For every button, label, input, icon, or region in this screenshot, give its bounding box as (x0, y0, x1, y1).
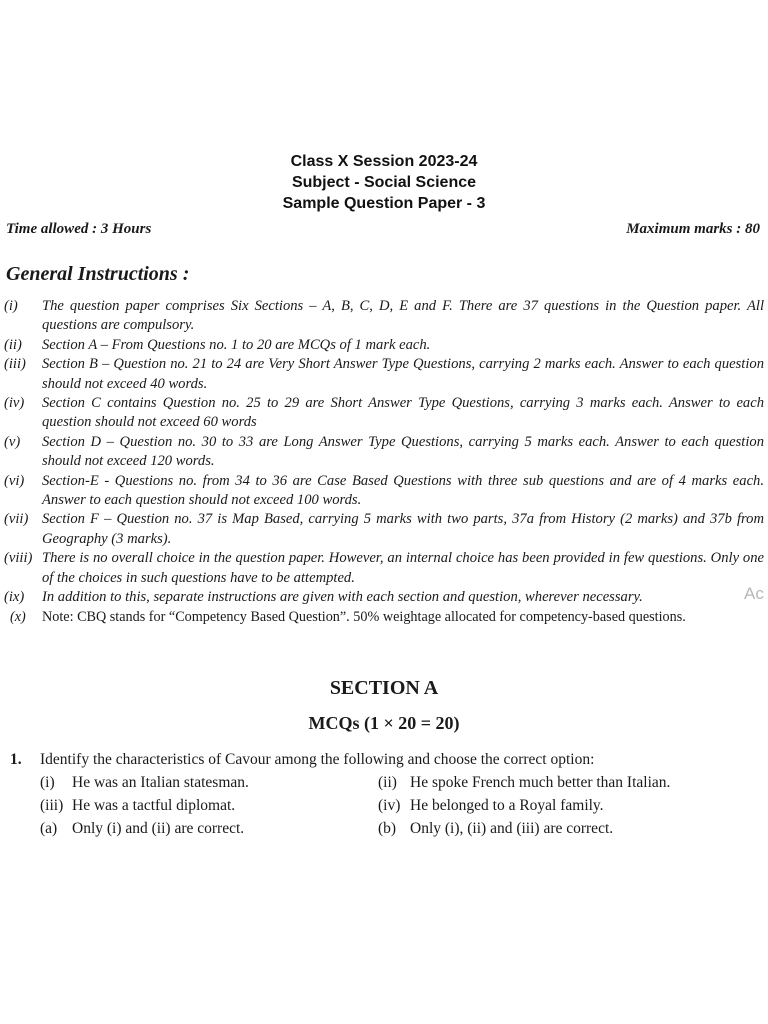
statement-text: He belonged to a Royal family. (410, 797, 604, 814)
instruction-text: Section C contains Question no. 25 to 29 are Short Answer Type Questions, carrying 3 marks each. Answer to each question should not exceed 60 words (42, 395, 764, 431)
question-number: 1. (10, 751, 22, 768)
instruction-text: Section-E - Questions no. from 34 to 36 are Case Based Questions with three sub questions and are of 4 marks each. Answer to each question should not exceed 100 words. (42, 472, 764, 509)
question-text: Identify the characteristics of Cavour among the following and choose the correct option: (40, 751, 595, 768)
section-a-subtitle: MCQs (1 × 20 = 20) (308, 713, 460, 733)
instruction-text: In addition to this, separate instructions are given with each section and question, wherever necessary. (42, 589, 643, 606)
instruction-item (4, 433, 764, 472)
statement-text: He was an Italian statesman. (72, 774, 249, 791)
instructions-list (4, 297, 764, 627)
option-text: Only (i), (ii) and (iii) are correct. (410, 820, 614, 837)
instruction-number: (i) (4, 298, 18, 314)
statement-item (40, 771, 378, 794)
instruction-number: (v) (4, 433, 21, 450)
section-a-title: SECTION A (329, 677, 439, 699)
instruction-number: (vii) (4, 511, 29, 528)
question-1 (10, 748, 760, 840)
instruction-item (4, 336, 764, 355)
instruction-item (4, 394, 764, 433)
time-allowed: Time allowed : 3 Hours (6, 221, 152, 237)
instruction-number: (iv) (4, 395, 25, 412)
question-stem (10, 748, 760, 771)
statement-label: (iii) (40, 797, 64, 814)
instruction-item (4, 588, 764, 607)
statement-label: (i) (40, 774, 55, 791)
statement-item (40, 794, 378, 817)
instruction-item-note (4, 608, 764, 627)
watermark-text: Ac (744, 584, 764, 603)
instruction-item (4, 355, 764, 394)
paper-header (0, 151, 768, 214)
question-statements (40, 771, 760, 840)
instruction-number: (x) (10, 608, 26, 625)
instruction-text: Section F – Question no. 37 is Map Based, carrying 5 marks with two parts, 37a from History (2 marks) and 37b from Geography (3 marks). (42, 511, 764, 547)
paper-title: Sample Question Paper - 3 (282, 195, 486, 212)
statement-item (378, 771, 760, 794)
option-label: (b) (378, 820, 397, 837)
general-instructions-heading: General Instructions : (6, 263, 190, 285)
instruction-number: (ii) (4, 336, 22, 353)
instruction-number: (iii) (4, 356, 26, 373)
instruction-text: Section D – Question no. 30 to 33 are Long Answer Type Questions, carrying 5 marks each. Answer to each question should not exceed 120 words. (42, 433, 764, 470)
subject-title: Subject - Social Science (291, 174, 477, 191)
maximum-marks: Maximum marks : 80 (626, 221, 760, 237)
instruction-item (4, 297, 764, 336)
class-session-title: Class X Session 2023-24 (290, 153, 478, 170)
statement-text: He was a tactful diplomat. (72, 797, 236, 814)
paper-meta (6, 221, 760, 238)
statement-item (378, 794, 760, 817)
statement-text: He spoke French much better than Italian. (410, 774, 671, 791)
answer-option-a (40, 817, 378, 840)
answer-option-b (378, 817, 760, 840)
statement-label: (iv) (378, 797, 401, 814)
instruction-text: Section B – Question no. 21 to 24 are Very Short Answer Type Questions, carrying 2 marks each. Answer to each question should not exceed 40 words. (42, 356, 764, 392)
statement-label: (ii) (378, 774, 397, 791)
option-text: Only (i) and (ii) are correct. (72, 820, 245, 837)
instruction-item (4, 510, 764, 549)
instruction-text: There is no overall choice in the question paper. However, an internal choice has been provided in few questions. Only one of the choices in such questions have to be attempted. (42, 550, 764, 586)
instruction-text: Note: CBQ stands for “Competency Based Question”. 50% weightage allocated for competency-based questions. (42, 608, 686, 625)
instruction-number: (vi) (4, 472, 25, 489)
instruction-number: (ix) (4, 589, 25, 606)
instruction-text: The question paper comprises Six Sections – A, B, C, D, E and F. There are 37 questions in the Question paper. All questions are compulsory. (42, 298, 764, 334)
instruction-item (4, 549, 764, 588)
instruction-item (4, 472, 764, 511)
instruction-text: Section A – From Questions no. 1 to 20 are MCQs of 1 mark each. (42, 336, 431, 353)
instruction-number: (viii) (4, 550, 33, 567)
option-label: (a) (40, 820, 58, 837)
